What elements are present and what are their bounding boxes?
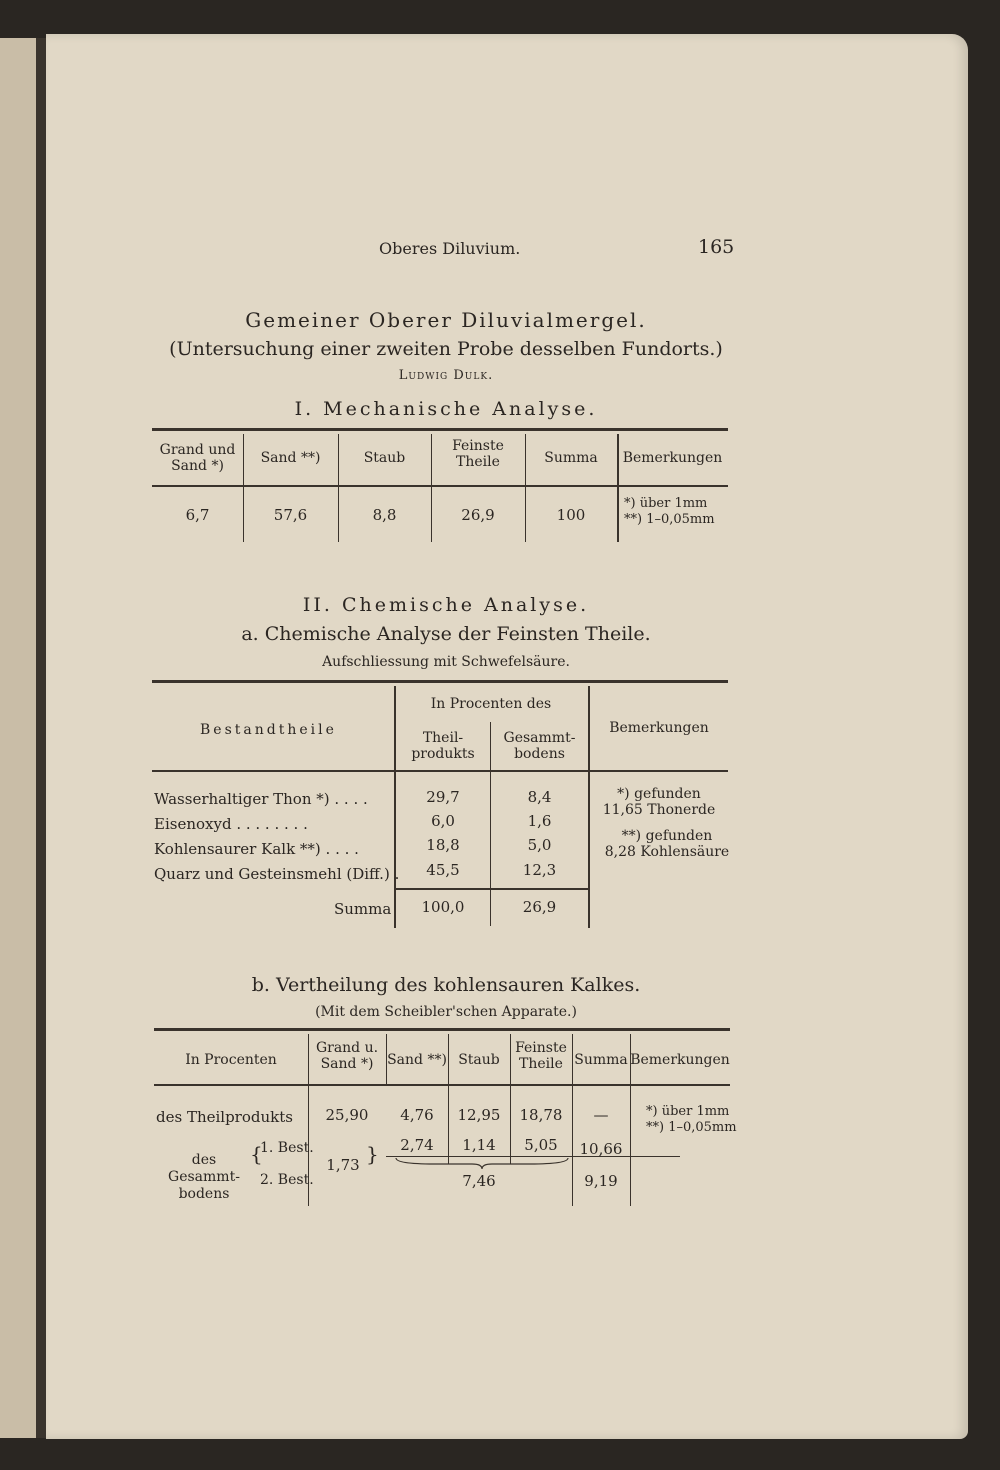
remarks: *) über 1mm **) 1–0,05mm [646,1104,737,1135]
value-feinste: 18,78 [519,1106,563,1124]
row-gesamt: 1,6 [527,812,552,830]
section2-subheading: a. Chemische Analyse der Feinsten Theile. [241,623,651,645]
summa-label: Summa [334,900,392,918]
value-grand-sand-gesamt: 1,73 [326,1156,360,1174]
col-bemerkungen: Bemerkungen [622,450,723,466]
value-sand: 57,6 [273,506,308,524]
row-theil: 45,5 [426,861,460,879]
row-theil: 6,0 [431,812,455,830]
col-grand-sand: Grand u. Sand *) [315,1040,379,1072]
remark-kohlensaeure: **) gefunden 8,28 Kohlensäure [604,828,730,860]
value-summa-best1: 10,66 [579,1140,623,1158]
mechanical-analysis-table [152,428,728,548]
col-sand: Sand **) [260,450,321,466]
calcium-carbonate-table [154,1028,737,1212]
main-title: Gemeiner Oberer Diluvialmergel. [245,308,647,332]
col-staub: Staub [363,450,406,466]
value-staub-best1: 1,14 [462,1136,496,1154]
value-feinste-theile: 26,9 [461,506,495,524]
section2-heading: II. Chemische Analyse. [302,594,590,616]
col-summa: Summa [574,1052,628,1068]
remarks: *) über 1mm **) 1–0,05mm [624,496,715,527]
curly-brace-icon [394,1156,570,1170]
value-sand: 4,76 [400,1106,434,1124]
value-combined-best2: 7,46 [462,1172,496,1190]
row-theil: 18,8 [426,836,460,854]
row-label: Eisenoxyd . . . . . . . . [154,815,308,833]
chemical-analysis-table [152,680,728,930]
section3-method: (Mit dem Scheibler'schen Apparate.) [315,1004,577,1020]
col-bemerkungen: Bemerkungen [609,720,709,736]
value-grand-sand: 25,90 [325,1106,369,1124]
col-bemerkungen: Bemerkungen [630,1052,730,1068]
row-label: Wasserhaltiger Thon *) . . . . [154,790,368,808]
adjacent-page-edge [0,38,40,1438]
col-summa: Summa [544,450,598,466]
subtitle: (Untersuchung einer zweiten Probe desselben Fundorts.) [169,338,723,360]
col-feinste-theile: Feinste Theile [452,438,504,470]
best2-label: 2. Best. [260,1172,314,1188]
col-feinste-theile: Feinste Theile [515,1040,567,1072]
row-gesamt: 5,0 [527,836,552,854]
value-staub: 12,95 [457,1106,501,1124]
brace-icon: { [250,1142,263,1166]
value-summa: — [593,1106,609,1124]
value-feinste-best1: 5,05 [524,1136,558,1154]
col-in-procenten: In Procenten des [430,696,552,712]
value-staub: 8,8 [372,506,397,524]
row-gesamt: 8,4 [527,788,552,806]
section3-subheading: b. Vertheilung des kohlensauren Kalkes. [251,974,641,996]
brace-icon: } [366,1142,379,1166]
col-gesammtbodens: Gesammt- bodens [503,730,576,762]
best1-label: 1. Best. [260,1140,314,1156]
col-theilprodukts: Theil- produkts [411,730,475,762]
value-grand-sand: 6,7 [185,506,210,524]
running-title: Oberes Diluvium. [379,239,521,258]
page-number: 165 [698,236,735,258]
row-theil: 29,7 [426,788,460,806]
col-sand: Sand **) [387,1052,447,1068]
col-staub: Staub [458,1052,500,1068]
row-theilprodukts-label: des Theilprodukts [156,1108,293,1126]
summa-gesamt: 26,9 [522,898,557,916]
value-summa: 100 [556,506,586,524]
col-in-procenten: In Procenten [185,1052,277,1068]
value-summa-best2: 9,19 [584,1172,618,1190]
book-page [46,34,968,1439]
section2-method: Aufschliessung mit Schwefelsäure. [322,654,570,670]
summa-theil: 100,0 [421,898,465,916]
row-label: Kohlensaurer Kalk **) . . . . [154,840,359,858]
remark-thonerde: *) gefunden 11,65 Thonerde [602,786,716,818]
col-bestandtheile: Bestandtheile [200,722,337,738]
value-sand-best1: 2,74 [400,1136,434,1154]
row-gesammtbodens-label: des Gesammt- bodens [168,1152,240,1202]
section1-heading: I. Mechanische Analyse. [294,398,598,420]
row-label: Quarz und Gesteinsmehl (Diff.) . [154,865,400,883]
author: Ludwig Dulk. [398,368,494,383]
col-grand-sand: Grand und Sand *) [159,442,236,474]
row-gesamt: 12,3 [522,861,557,879]
